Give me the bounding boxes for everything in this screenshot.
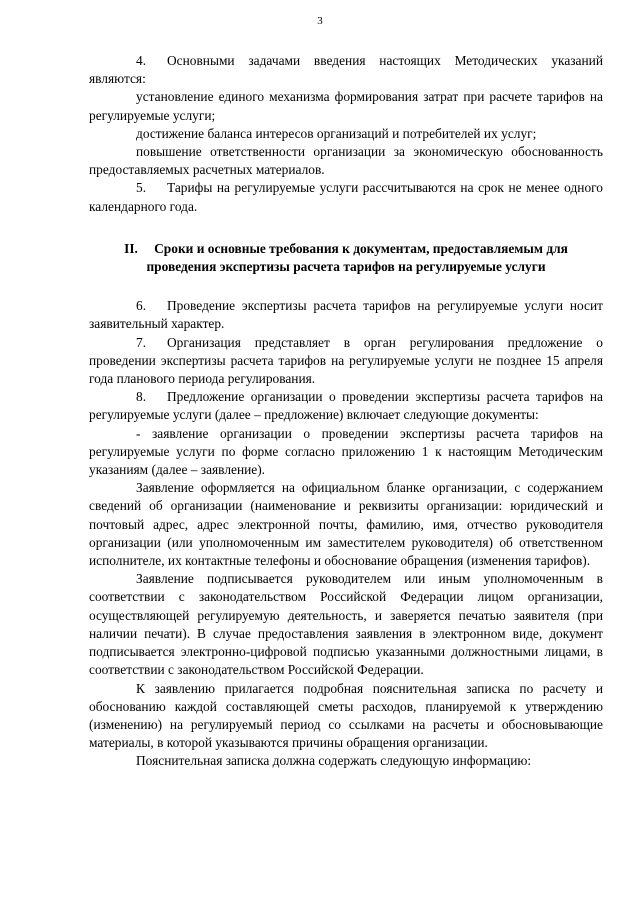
paragraph-8a: - заявление организации о проведении экспертизы расчета тарифов на регулируемые услуги по форме согласно приложению 1 к настоящим Методическим указаниям (далее – заявление). xyxy=(89,425,603,478)
item-number: 8. xyxy=(136,389,147,405)
paragraph-4a: установление единого механизма формирования затрат при расчете тарифов на регулируемые услуги; xyxy=(89,89,603,123)
item-number: 6. xyxy=(136,298,147,314)
paragraph-text: Организация представляет в орган регулирования предложение о проведении экспертизы расчета тарифов на регулируемые услуги не позднее 15 апреля года планового периода регулирования. xyxy=(89,334,603,387)
paragraph-explanatory-note: К заявлению прилагается подробная пояснительная записка по расчету и обоснованию каждой составляющей сметы расходов, планируемой к утверждению (изменению) на регулируемый период со ссылками на расчеты и обосновывающие материалы, в которой указываются причины обращения организации. xyxy=(89,680,603,751)
paragraph-5 xyxy=(89,179,603,215)
paragraph-4c: повышение ответственности организации за экономическую обоснованность предоставляемых расчетных материалов. xyxy=(89,144,603,178)
paragraph-text: Предложение организации о проведении экспертизы расчета тарифов на регулируемые услуги (далее – предложение) включает следующие документы: xyxy=(89,389,603,423)
paragraph-7 xyxy=(89,334,603,389)
page-number: 3 xyxy=(317,15,323,27)
paragraph-text: Проведение экспертизы расчета тарифов на регулируемые услуги носит заявительный характер. xyxy=(89,298,603,332)
item-number: 7. xyxy=(136,334,147,350)
paragraph-4b: достижение баланса интересов организаций и потребителей их услуг; xyxy=(136,125,537,141)
section-title: Сроки и основные требования к документам, предоставляемым для проведения экспертизы расчета тарифов на регулируемые услуги xyxy=(146,240,568,275)
document-body xyxy=(89,52,603,771)
paragraph-6 xyxy=(89,297,603,333)
paragraph-4 xyxy=(89,52,603,88)
paragraph-8 xyxy=(89,388,603,424)
item-number: 4. xyxy=(136,53,147,68)
paragraph-note-contents: Пояснительная записка должна содержать следующую информацию: xyxy=(136,753,532,769)
paragraph-text: Тарифы на регулируемые услуги рассчитываются на срок не менее одного календарного года. xyxy=(89,180,603,214)
paragraph-application-form: Заявление оформляется на официальном бланке организации, с содержанием сведений об организации (наименование и реквизиты организации: юридический и почтовый адрес, адрес электронной почты, фамилию, имя, отчество руководителя организации (или уполномоченным им заместителем руководителя) об ответственном исполнителе, их контактные телефоны и обоснование обращения (изменения тарифов). xyxy=(89,480,603,569)
paragraph-text: Основными задачами введения настоящих Методических указаний являются: xyxy=(89,53,603,87)
paragraph-application-signing: Заявление подписывается руководителем или иным уполномоченным в соответствии с законодательством Российской Федерации лицом организации, осуществляющей регулируемую деятельность, и заверяется печатью заявителя (при наличии печати). В случае предоставления заявления в электронном виде, документ подписывается электронно-цифровой подписью указанными должностными лицами, в соответствии с законодательством Российской Федерации. xyxy=(89,571,603,678)
section-heading xyxy=(89,240,603,276)
item-number: 5. xyxy=(136,180,147,196)
section-number: II. xyxy=(124,240,138,256)
